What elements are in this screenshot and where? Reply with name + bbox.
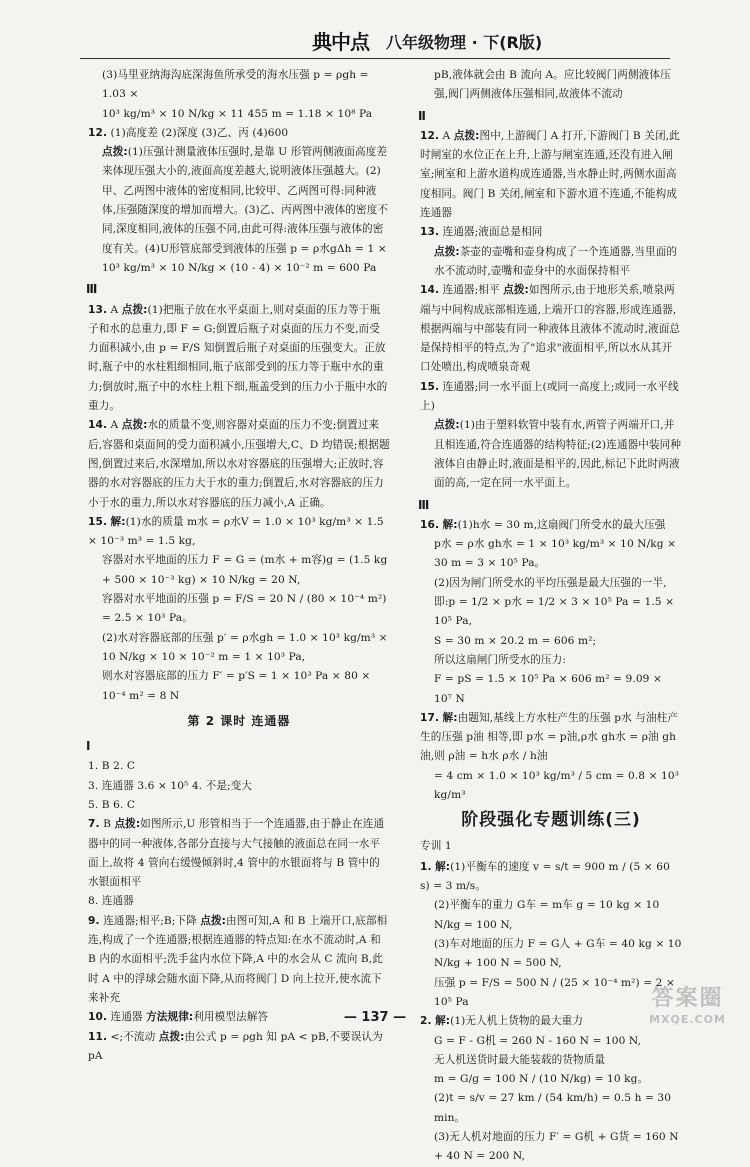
solution-line: 则水对容器底部的压力 F′ = p′S = 1 × 10³ Pa × 80 × 10⁻⁴ m² = 8 N	[102, 670, 371, 702]
solution-line: p水 = ρ水 gh水 = 1 × 10³ kg/m³ × 10 N/kg × 30 m = 3 × 10⁵ Pa。	[434, 538, 677, 570]
solution-line: (2)t = s/v = 27 km / (54 km/h) = 0.5 h = 30 min。	[434, 1092, 672, 1124]
solution-line: 即:p = 1/2 × p水 = 1/2 × 3 × 10⁵ Pa = 1.5 × 10⁵ Pa,	[434, 596, 675, 628]
question-11: 11. <;不流动 点拨:由公式 p = ρgh 知 pA < pB,不要误认为 pA	[88, 1030, 383, 1062]
solution-line: 无人机送货时最大能装载的货物质量	[434, 1053, 606, 1066]
solution-line: 容器对水平地面的压力 F = G = (m水 + m容)g = (1.5 kg + 500 × 10⁻³ kg) × 10 N/kg = 20 N,	[102, 554, 388, 586]
header-divider	[80, 58, 670, 59]
question-12: 12. (1)高度差 (2)深度 (3)乙、丙 (4)600	[88, 126, 289, 139]
page-header	[0, 0, 750, 62]
solution-line: F = pS = 1.5 × 10⁵ Pa × 606 m² = 9.09 × 10⁷ N	[434, 673, 662, 705]
watermark-url: MXQE.COM	[649, 1013, 726, 1026]
question-15: 15. 解:(1)水的质量 m水 = ρ水V = 1.0 × 10³ kg/m³ × 1.5 × 10⁻³ m³ = 1.5 kg,	[88, 515, 384, 548]
answers-3-4: 3. 连通器 3.6 × 10⁵ 4. 不是;变大	[88, 779, 253, 792]
solution-line: m = G/g = 100 N / (10 N/kg) = 10 kg。	[434, 1073, 649, 1086]
level-mark-2: Ⅱ	[418, 108, 427, 123]
hint-13: 点拨:茶壶的壶嘴和壶身构成了一个连通器,当里面的水不流动时,壶嘴和壶身中的水面保持相平	[434, 245, 678, 277]
question-13: 13. A 点拨:(1)把瓶子放在水平桌面上,则对桌面的压力等于瓶子和水的总重力,即 F = G;倒置后瓶子对桌面的压力不变,而受力面积减小,由 p = F/S 知倒置后瓶子对桌面的压强变大。正放时,瓶子中的水柱粗细相同,瓶子底部受到的压力等于瓶中水的重力;倒放时,瓶子中的水柱上粗下细,瓶盖受到的压力小于瓶中水的重力。	[88, 303, 388, 413]
solution-line: (2)水对容器底部的压强 p′ = ρ水gh = 1.0 × 10³ kg/m³ × 10 N/kg × 10 × 10⁻² m = 1 × 10³ Pa,	[102, 631, 388, 663]
training-question-2: 2. 解:(1)无人机上货物的最大重力	[420, 1015, 584, 1028]
question-17: 17. 解:由题知,基线上方水柱产生的压强 p水 与油柱产生的压强 p油 相等,即 p水 = p油,ρ水 gh水 = ρ油 gh油,则 ρ油 = h水 ρ水 / h油	[420, 711, 679, 763]
question-16: 16. 解:(1)h水 = 30 m,这扇阀门所受水的最大压强	[420, 518, 666, 531]
section-title: 第 2 课时 连通器	[187, 713, 291, 728]
training-label: 专训 1	[420, 839, 452, 852]
answer-line: (3)马里亚纳海沟底深海鱼所承受的海水压强 p = ρgh = 1.03 ×	[102, 69, 369, 101]
answers-1-2: 1. B 2. C	[88, 760, 136, 773]
page-number: — 137 —	[343, 1010, 407, 1025]
solution-line: (2)平衡车的重力 G车 = m车 g = 10 kg × 10 N/kg = 100 N,	[434, 899, 660, 931]
section-title: 阶段强化专题训练(三)	[461, 810, 641, 831]
level-mark-3: Ⅲ	[86, 282, 98, 297]
solution-line: S = 30 m × 20.2 m = 606 m²;	[434, 634, 597, 647]
answer-line: pB,液体就会由 B 流向 A。应比较阀门两侧液体压强,阀门两侧液体压强相同,故液体不流动	[434, 69, 671, 101]
question-13-right: 13. 连通器;液面总是相同	[420, 226, 543, 239]
solution-line: 压强 p = F/S = 500 N / (25 × 10⁻⁴ m²) = 2 × 10⁵ Pa	[434, 976, 675, 1008]
level-mark-1: Ⅰ	[86, 739, 91, 754]
solution-line: (3)无人机对地面的压力 F′ = G机 + G货 = 160 N + 40 N = 200 N,	[434, 1131, 679, 1163]
training-question-1: 1. 解:(1)平衡车的速度 v = s/t = 900 m / (5 × 60 s) = 3 m/s。	[420, 860, 670, 893]
question-12-right: 12. A 点拨:图中,上游阀门 A 打开,下游阀门 B 关闭,此时闸室的水位正在上升,上游与闸室连通,还没有进入闸室;闸室和上游水道构成连通器,当水静止时,两侧水面高度相同。阀门 B 关闭,闸室和下游水道不连通,不能构成连通器	[420, 129, 680, 220]
answer-8: 8. 连通器	[88, 895, 134, 908]
question-7: 7. B 点拨:如图所示,U 形管相当于一个连通器,由于静止在连通器中的同一种液体,各部分直接与大气接触的液面总在同一水平面上,故将 4 管向右缓慢倾斜时,4 管中的水银面将与 B 管中的水银面相平	[88, 818, 385, 889]
solution-line: = 4 cm × 1.0 × 10³ kg/m³ / 5 cm = 0.8 × 10³ kg/m³	[434, 769, 680, 801]
solution-line: 容器对水平地面的压强 p = F/S = 20 N / (80 × 10⁻⁴ m²) = 2.5 × 10³ Pa。	[102, 593, 387, 625]
hint-15: 点拨:(1)由于塑料软管中装有水,两管子两端开口,并且相连通,符合连通器的结构特征;(2)连通器中装同种液体自由静止时,液面是相平的,因此,标记下此时两液面的高,一定在同一水平面上。	[434, 419, 682, 490]
question-15-right: 15. 连通器;同一水平面上(或同一高度上;或同一水平线上)	[420, 380, 679, 413]
left-column	[88, 66, 390, 1066]
watermark-text: 答案圈	[651, 986, 724, 1011]
question-9: 9. 连通器;相平;B;下降 点拨:由图可知,A 和 B 上端开口,底部相连,构成了一个连通器;根据连通器的特点知:在水不流动时,A 和 B 内的水面相平;洗手盆内水位下降,A 中的水会从 C 流向 B,此时 A 中的浮球会随水面下降,从而将阀门 D 向上拉开,使水流下来补充	[88, 914, 388, 1004]
brand-logo: 典中点	[312, 30, 369, 54]
watermark-logo	[630, 985, 745, 1035]
solution-line: 所以这扇闸门所受水的压力:	[434, 653, 566, 666]
book-title: 八年级物理 · 下(R版)	[386, 33, 543, 52]
answers-5-6: 5. B 6. C	[88, 798, 136, 811]
question-14-right: 14. 连通器;相平 点拨:如图所示,由于地形关系,喷泉两端与中间构成底部相连通,上端开口的容器,形成连通器,根据两端与中部装有同一种液体且液体不流动时,液面总是保持相平的特点,为了"追求"液面相平,所以水从其开口处喷出,构成喷泉奇观	[420, 284, 681, 374]
level-mark-3: Ⅲ	[418, 497, 430, 512]
solution-line: (2)因为闸门所受水的平均压强是最大压强的一半,	[434, 576, 667, 589]
question-10: 10. 连通器 方法规律:利用模型法解答	[88, 1011, 269, 1024]
hint-12: 点拨:(1)压强计测量液体压强时,是靠 U 形管两侧液面高度差来体现压强大小的,液面高度差越大,说明液体压强越大。(2)甲、乙两图中液体的密度相同,比较甲、乙两图可得:同种液体,压强随深度的增加而增大。(3)乙、丙两图中液体的密度不同,深度相同,液体的压强不同,由此可得:液体压强与液体的密度有关。(4)U形管底部受到液体的压强 p = ρ水gΔh = 1 × 10³ kg/m³ × 10 N/kg × (10 - 4) × 10⁻² m = 600 Pa	[102, 146, 389, 274]
solution-line: G = F - G机 = 260 N - 160 N = 100 N,	[434, 1034, 642, 1047]
answer-line: 10³ kg/m³ × 10 N/kg × 11 455 m = 1.18 × 10⁸ Pa	[102, 107, 373, 120]
question-14: 14. A 点拨:水的质量不变,则容器对桌面的压力不变;倒置过来后,容器和桌面间的受力面积减小,压强增大,C、D 均错误;根据题图,倒置过来后,水深增加,所以水对容器底的压强增大;正放时,容器的水对容器底的压力大于水的重力;倒置后,水对容器底的压力小于水的重力,所以水对容器底的压力减小,A 正确。	[88, 419, 390, 509]
solution-line: (3)车对地面的压力 F = G人 + G车 = 40 kg × 10 N/kg + 100 N = 500 N,	[434, 938, 682, 970]
